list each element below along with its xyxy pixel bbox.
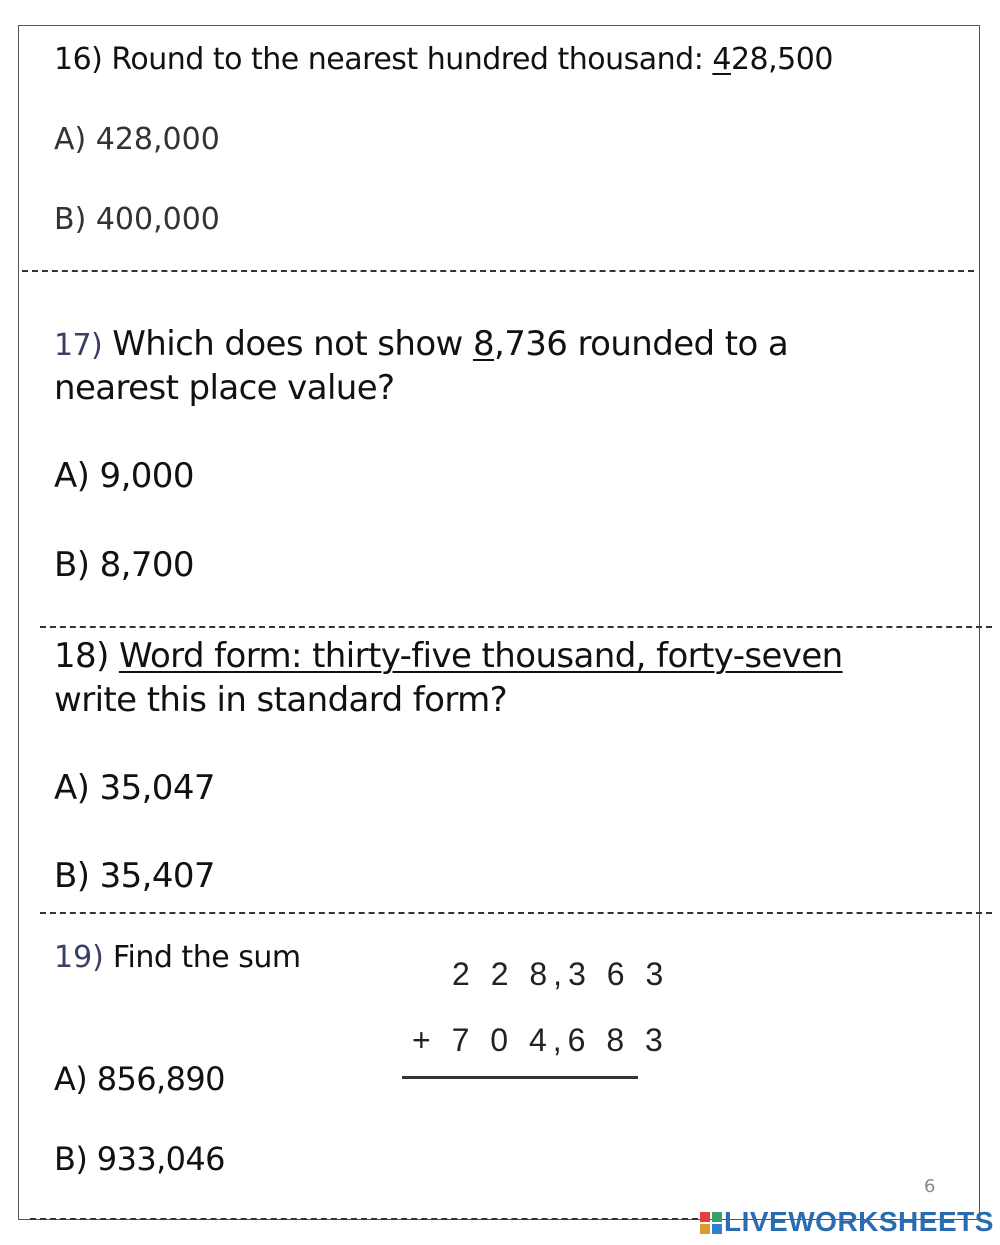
question-16-prefix: 16) Round to the nearest hundred thousand: [54,42,713,77]
question-19-option-a[interactable]: A) 856,890 [54,1060,225,1098]
question-19-number: 19) [54,940,104,975]
question-18-number: 18) [54,636,119,676]
question-18-option-b[interactable]: B) 35,407 [54,856,215,896]
section-divider [22,270,974,272]
section-divider [40,626,992,628]
question-16 [54,42,833,77]
question-17-number: 17) [54,328,103,363]
liveworksheets-logo-icon [700,1212,722,1234]
question-18 [54,634,843,678]
question-19 [54,940,301,975]
question-16-underlined-digit: 4 [712,42,731,77]
sum-addend-2: + 7 0 4,6 8 3 [412,1022,669,1058]
liveworksheets-brand[interactable]: LIVEWORKSHEETS [724,1206,994,1237]
question-18-underlined-text: Word form: thirty-five thousand, forty-seven [118,636,843,676]
question-19-text: Find the sum [103,940,301,975]
section-divider [30,1218,698,1220]
question-18-line-2: write this in standard form? [54,680,508,720]
question-17-option-a[interactable]: A) 9,000 [54,456,194,496]
question-17-option-b[interactable]: B) 8,700 [54,545,194,585]
question-17 [54,322,788,368]
question-17-line-2: nearest place value? [54,368,395,408]
sum-addend-1: 2 2 8,3 6 3 [452,956,670,992]
page-number: 6 [924,1176,936,1197]
question-16-option-b[interactable]: B) 400,000 [54,202,220,237]
section-divider [40,912,992,914]
question-19-option-b[interactable]: B) 933,046 [54,1140,225,1178]
sum-rule-line [402,1076,638,1079]
question-17-text-after: ,736 rounded to a [494,324,789,364]
question-16-option-a[interactable]: A) 428,000 [54,122,220,157]
question-17-underlined-digit: 8 [472,324,494,364]
question-17-text-before: Which does not show [102,324,473,364]
question-18-option-a[interactable]: A) 35,047 [54,768,215,808]
question-16-number-rest: 28,500 [730,42,833,77]
